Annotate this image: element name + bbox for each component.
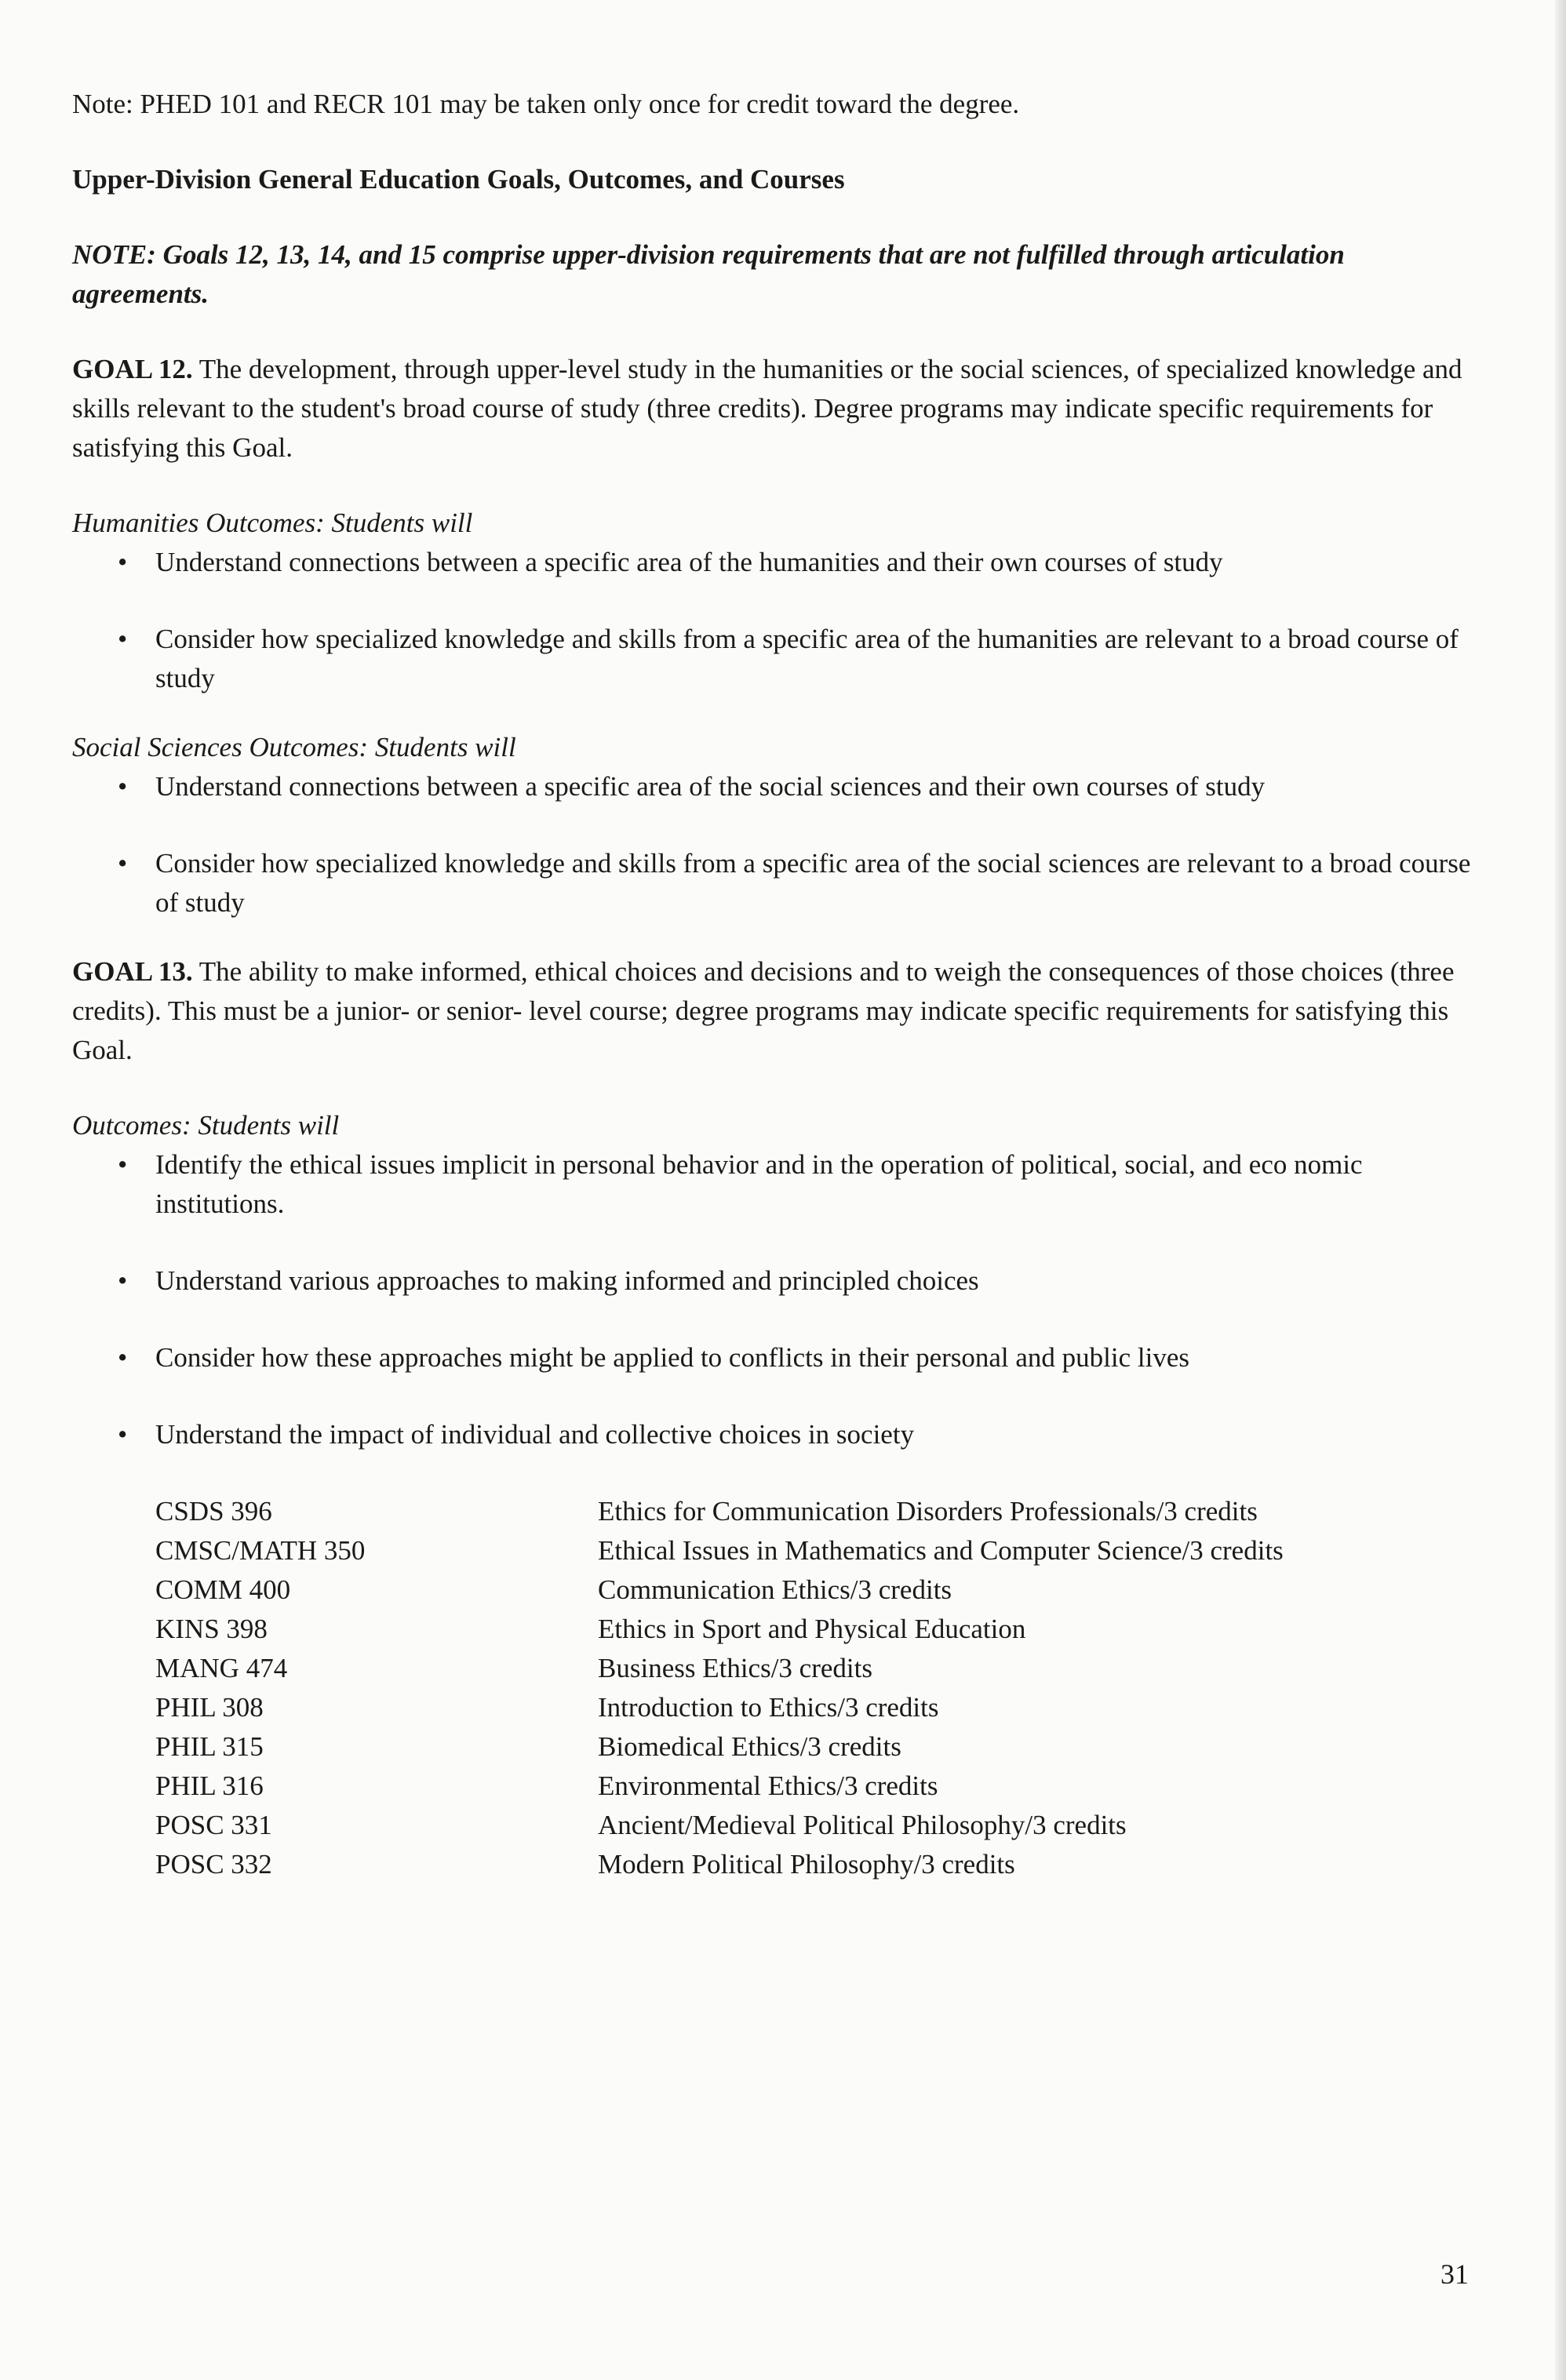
list-item <box>72 1415 1484 1454</box>
upper-division-note: NOTE: Goals 12, 13, 14, and 15 comprise upper-division requirements that are not fulfilled through articulation agreements. <box>72 239 1345 309</box>
course-code: POSC 331 <box>155 1810 272 1840</box>
social-sciences-outcomes-label: Social Sciences Outcomes: Students will <box>72 732 516 762</box>
table-row <box>155 1649 1284 1688</box>
outcome-text: Consider how specialized knowledge and skills from a specific area of the social sciences are relevant to a broad course of study <box>155 848 1471 918</box>
course-code: COMM 400 <box>155 1574 291 1605</box>
outcome-text: Understand the impact of individual and collective choices in society <box>155 1419 915 1450</box>
course-title: Modern Political Philosophy/3 credits <box>598 1849 1015 1880</box>
bullet-icon: • <box>118 1149 128 1180</box>
bullet-icon: • <box>118 1265 128 1296</box>
goal-13-text: The ability to make informed, ethical choices and decisions and to weigh the consequences of those choices (three credits). This must be a junior- or senior- level course; degree programs may indicate specific requirements for satisfying this Goal. <box>72 956 1455 1065</box>
list-item <box>72 620 1484 698</box>
outcome-text: Identify the ethical issues implicit in personal behavior and in the operation of political, social, and eco nomic institutions. <box>155 1149 1363 1219</box>
table-row <box>155 1610 1284 1649</box>
list-item <box>72 1338 1484 1377</box>
goal-13-outcomes-label: Outcomes: Students will <box>72 1110 340 1141</box>
outcome-text: Understand connections between a specific area of the humanities and their own courses of study <box>155 547 1223 577</box>
table-row <box>155 1806 1284 1845</box>
course-title: Business Ethics/3 credits <box>598 1653 872 1683</box>
course-code: PHIL 316 <box>155 1770 264 1801</box>
outcome-text: Understand connections between a specific area of the social sciences and their own courses of study <box>155 771 1266 802</box>
list-item <box>72 767 1484 806</box>
phed-recr-note: Note: PHED 101 and RECR 101 may be taken only once for credit toward the degree. <box>72 89 1020 119</box>
section-heading: Upper-Division General Education Goals, Outcomes, and Courses <box>72 164 845 195</box>
course-title: Biomedical Ethics/3 credits <box>598 1731 901 1762</box>
table-row <box>155 1570 1284 1610</box>
table-row <box>155 1688 1284 1727</box>
course-title: Ancient/Medieval Political Philosophy/3 credits <box>598 1810 1127 1840</box>
course-code: CSDS 396 <box>155 1496 272 1527</box>
course-code: PHIL 315 <box>155 1731 264 1762</box>
table-row <box>155 1727 1284 1767</box>
table-row <box>155 1845 1284 1884</box>
bullet-icon: • <box>118 624 128 654</box>
bullet-icon: • <box>118 771 128 802</box>
table-row <box>155 1531 1284 1570</box>
bullet-icon: • <box>118 1419 128 1450</box>
goal-13-outcomes-list <box>72 1145 1484 1454</box>
page-number: 31 <box>1440 2258 1469 2290</box>
outcome-text: Consider how specialized knowledge and skills from a specific area of the humanities are relevant to a broad course of study <box>155 624 1459 693</box>
course-title: Ethics in Sport and Physical Education <box>598 1614 1026 1644</box>
goal-12-text: The development, through upper-level study in the humanities or the social sciences, of specialized knowledge and skills relevant to the student's broad course of study (three credits). Degree programs may indicate specific requirements for satisfying this Goal. <box>72 354 1462 463</box>
page-binding-edge <box>1555 0 1566 2380</box>
outcome-text: Understand various approaches to making informed and principled choices <box>155 1265 979 1296</box>
social-sciences-outcomes-list <box>72 767 1484 923</box>
page-content <box>72 85 1484 1884</box>
course-title: Introduction to Ethics/3 credits <box>598 1692 939 1723</box>
goal-12-label: GOAL 12. <box>72 354 193 384</box>
course-title: Environmental Ethics/3 credits <box>598 1770 938 1801</box>
course-title: Ethical Issues in Mathematics and Computer Science/3 credits <box>598 1535 1284 1566</box>
course-code: CMSC/MATH 350 <box>155 1535 366 1566</box>
list-item <box>72 1261 1484 1301</box>
course-code: KINS 398 <box>155 1614 268 1644</box>
table-row <box>155 1492 1284 1531</box>
goal-12-paragraph <box>72 350 1484 468</box>
bullet-icon: • <box>118 848 128 879</box>
list-item <box>72 844 1484 923</box>
list-item <box>72 1145 1484 1224</box>
goal-13-label: GOAL 13. <box>72 956 193 987</box>
humanities-outcomes-label: Humanities Outcomes: Students will <box>72 508 473 538</box>
course-code: POSC 332 <box>155 1849 272 1880</box>
outcome-text: Consider how these approaches might be applied to conflicts in their personal and public lives <box>155 1342 1190 1373</box>
bullet-icon: • <box>118 547 128 577</box>
goal-13-course-table <box>155 1492 1284 1884</box>
course-code: MANG 474 <box>155 1653 288 1683</box>
course-code: PHIL 308 <box>155 1692 264 1723</box>
course-title: Ethics for Communication Disorders Professionals/3 credits <box>598 1496 1258 1527</box>
bullet-icon: • <box>118 1342 128 1373</box>
list-item <box>72 543 1484 582</box>
goal-13-paragraph <box>72 952 1484 1070</box>
table-row <box>155 1767 1284 1806</box>
course-title: Communication Ethics/3 credits <box>598 1574 952 1605</box>
humanities-outcomes-list <box>72 543 1484 698</box>
